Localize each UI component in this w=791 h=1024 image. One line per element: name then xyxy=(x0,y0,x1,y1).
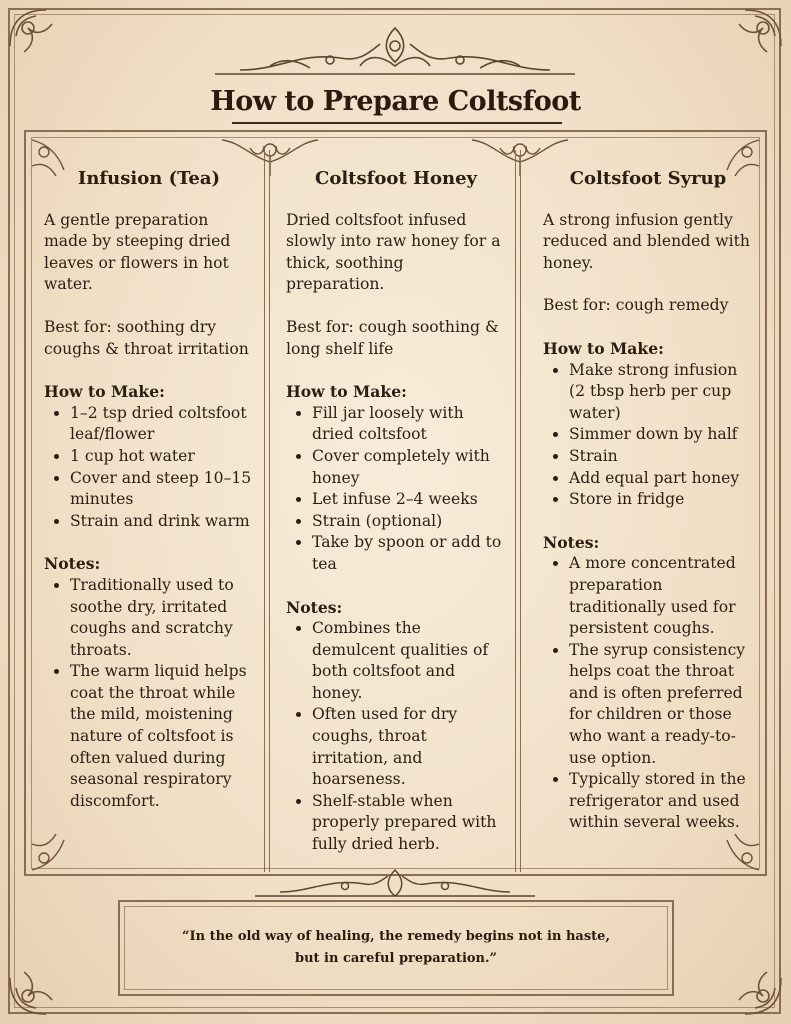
notes-heading: Notes: xyxy=(286,597,343,617)
page-title: How to Prepare Coltsfoot xyxy=(210,86,581,117)
column-divider xyxy=(515,150,521,872)
list-item: • Cover and steep 10–15 minutes xyxy=(70,468,254,511)
notes-list xyxy=(286,618,506,856)
corner-flourish-icon xyxy=(6,6,76,76)
list-item: • Shelf-stable when properly prepared with fully dried herb. xyxy=(312,791,506,856)
list-item: • Cover completely with honey xyxy=(312,446,506,489)
panel-flourish-icon xyxy=(28,828,88,874)
list-item: • 1–2 tsp dried coltsfoot leaf/flower xyxy=(70,403,254,446)
how-to-make-heading: How to Make: xyxy=(543,338,664,358)
list-item: • Fill jar loosely with dried coltsfoot xyxy=(312,403,506,446)
column-divider xyxy=(264,150,270,872)
notes-list xyxy=(44,575,254,813)
corner-flourish-icon xyxy=(6,948,76,1018)
list-item: • Often used for dry coughs, throat irritation, and hoarseness. xyxy=(312,704,506,790)
list-item: • Let infuse 2–4 weeks xyxy=(312,489,506,511)
list-item: • The warm liquid helps coat the throat while the mild, moistening nature of coltsfoot is often valued during seasonal respiratory discomfort. xyxy=(70,661,254,812)
column-heading: Coltsfoot Honey xyxy=(315,168,477,189)
column-best-for: Best for: soothing dry coughs & throat irritation xyxy=(44,317,249,358)
closing-quote xyxy=(130,926,662,970)
notes-heading: Notes: xyxy=(44,554,101,574)
notes-list xyxy=(543,553,753,834)
column-heading: Infusion (Tea) xyxy=(77,168,221,189)
corner-flourish-icon xyxy=(715,948,785,1018)
quote-line: “In the old way of healing, the remedy begins not in haste, xyxy=(182,929,610,944)
steps-list xyxy=(286,403,506,576)
list-item: • The syrup consistency helps coat the throat and is often preferred for children or those who want a ready-to-use option. xyxy=(569,640,753,770)
column-description: Dried coltsfoot infused slowly into raw honey for a thick, soothing preparation. xyxy=(286,210,501,294)
panel-flourish-icon xyxy=(703,828,763,874)
steps-list xyxy=(543,360,753,511)
column-best-for: Best for: cough soothing & long shelf life xyxy=(286,317,499,358)
column-infusion xyxy=(44,168,254,812)
notes-heading: Notes: xyxy=(543,532,600,552)
list-item: • Strain xyxy=(569,446,753,468)
list-item: • A more concentrated preparation traditionally used for persistent coughs. xyxy=(569,553,753,639)
corner-flourish-icon xyxy=(715,6,785,76)
list-item: • Make strong infusion (2 tbsp herb per cup water) xyxy=(569,360,753,425)
list-item: • 1 cup hot water xyxy=(70,446,254,468)
list-item: • Combines the demulcent qualities of both coltsfoot and honey. xyxy=(312,618,506,704)
list-item: • Typically stored in the refrigerator and used within several weeks. xyxy=(569,769,753,834)
list-item: • Take by spoon or add to tea xyxy=(312,532,506,575)
column-best-for: Best for: cough remedy xyxy=(543,296,729,315)
title-underline xyxy=(232,122,562,124)
list-item: • Simmer down by half xyxy=(569,424,753,446)
column-description: A gentle preparation made by steeping dried leaves or flowers in hot water. xyxy=(44,210,231,294)
steps-list xyxy=(44,403,254,533)
list-item: • Store in fridge xyxy=(569,489,753,511)
column-description: A strong infusion gently reduced and blended with honey. xyxy=(543,210,750,272)
column-heading: Coltsfoot Syrup xyxy=(569,168,727,189)
column-syrup xyxy=(543,168,753,834)
list-item: • Add equal part honey xyxy=(569,468,753,490)
list-item: • Strain (optional) xyxy=(312,511,506,533)
column-honey xyxy=(286,168,506,856)
how-to-make-heading: How to Make: xyxy=(286,382,407,402)
list-item: • Traditionally used to soothe dry, irritated coughs and scratchy throats. xyxy=(70,575,254,661)
crest-scroll-icon xyxy=(210,22,580,82)
how-to-make-heading: How to Make: xyxy=(44,382,165,402)
quote-line: but in careful preparation.” xyxy=(294,951,498,966)
list-item: • Strain and drink warm xyxy=(70,511,254,533)
